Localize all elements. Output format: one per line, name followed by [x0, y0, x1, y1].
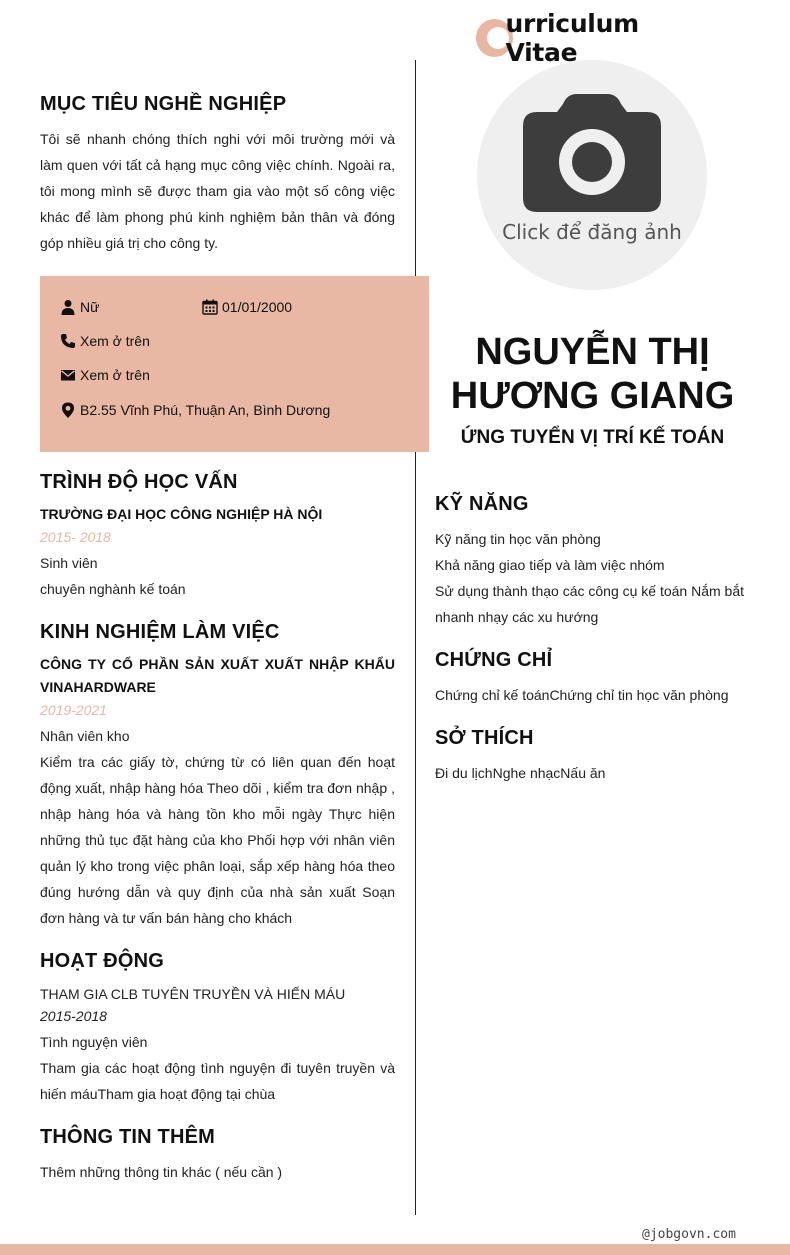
education-period: 2015- 2018 [40, 529, 111, 545]
footer-credit: @jobgovn.com [642, 1227, 736, 1242]
address-value: B2.55 Vĩnh Phú, Thuận An, Bình Dương [80, 402, 331, 418]
certificates-heading: CHỨNG CHỈ [435, 649, 553, 671]
certificates-text: Chứng chỉ kế toánChứng chỉ tin học văn phòng [435, 687, 729, 703]
column-divider [415, 60, 416, 1215]
candidate-name-line2: HƯƠNG GIANG [450, 375, 735, 417]
gender-row [60, 299, 99, 315]
photo-caption: Click để đăng ảnh [502, 220, 682, 244]
birthday-row [202, 299, 292, 315]
experience-period: 2019-2021 [40, 702, 107, 718]
gender-value: Nữ [80, 299, 100, 315]
cv-brand-logo [476, 9, 716, 67]
skill-item: Kỹ năng tin học văn phòng [435, 531, 601, 547]
birthday-value: 01/01/2000 [222, 299, 293, 315]
hobbies-heading: SỞ THÍCH [435, 727, 534, 749]
education-heading: TRÌNH ĐỘ HỌC VẤN [40, 471, 238, 493]
education-role: Sinh viên [40, 555, 98, 571]
objective-text: Tôi sẽ nhanh chóng thích nghi với môi trường mới và làm quen với tất cả hạng mục công việc chính. Ngoài ra, tôi mong mình sẽ được tham gia vào một số công việc khác để làm phong phú kinh nghiệm bản thân và đóng góp nhiều giá trị cho công ty. [40, 131, 395, 251]
envelope-icon [60, 367, 76, 383]
activities-org: THAM GIA CLB TUYÊN TRUYỀN VÀ HIẾN MÁU [40, 986, 346, 1002]
additional-heading: THÔNG TIN THÊM [40, 1126, 216, 1148]
skills-heading: KỸ NĂNG [435, 493, 529, 515]
activities-description: Tham gia các hoạt động tình nguyện đi tuyên truyền và hiến máuTham gia hoạt động tại chùa [40, 1060, 395, 1102]
address-row [60, 401, 330, 419]
experience-role: Nhân viên kho [40, 728, 130, 744]
education-school: TRƯỜNG ĐẠI HỌC CÔNG NGHIỆP HÀ NỘI [40, 506, 323, 522]
activities-heading: HOẠT ĐỘNG [40, 950, 165, 972]
email-value: Xem ở trên [80, 367, 150, 383]
skill-item: Sử dụng thành thạo các công cụ kế toán Nắm bắt nhanh nhạy các xu hướng [435, 583, 745, 625]
phone-icon [60, 333, 76, 349]
hobbies-text: Đi du lịchNghe nhạcNấu ăn [435, 765, 606, 781]
phone-value: Xem ở trên [80, 333, 150, 349]
activities-period: 2015-2018 [40, 1008, 107, 1024]
education-major: chuyên nghành kế toán [40, 581, 186, 597]
email-row [60, 367, 150, 383]
skill-item: Khả năng giao tiếp và làm việc nhóm [435, 557, 665, 573]
experience-heading: KINH NGHIỆM LÀM VIỆC [40, 621, 280, 643]
activities-role: Tình nguyện viên [40, 1034, 148, 1050]
person-icon [60, 299, 76, 315]
contact-box [40, 276, 429, 452]
experience-company-line1: CÔNG TY CỔ PHẦN SẢN XUẤT XUẤT NHẬP KHẨU [40, 656, 395, 672]
additional-text: Thêm những thông tin khác ( nếu cần ) [40, 1164, 283, 1180]
camera-icon [523, 92, 661, 214]
location-pin-icon [60, 401, 76, 419]
phone-row [60, 333, 150, 349]
experience-company-line2: VINAHARDWARE [40, 679, 156, 695]
photo-upload[interactable] [477, 60, 707, 290]
footer-bar [0, 1244, 790, 1255]
applied-position: ỨNG TUYỂN VỊ TRÍ KẾ TOÁN [460, 427, 725, 448]
calendar-icon [202, 299, 218, 315]
objective-heading: MỤC TIÊU NGHỀ NGHIỆP [40, 93, 287, 115]
brand-text: urriculum Vitae [505, 9, 639, 67]
candidate-name-line1: NGUYỄN THỊ [475, 331, 710, 373]
experience-description: Kiểm tra các giấy tờ, chứng từ có liên quan đến hoạt động xuất, nhập hàng hóa Theo dõi , kiểm tra đơn nhập , nhập hàng hóa và hàng tồn kho mỗi ngày Thực hiện những thủ tục đặt hàng của kho Phối hợp với nhân viên quản lý kho trong việc phân loại, sắp xếp hàng hóa theo đúng hướng dẫn và quy định của nhà sản xuất Soạn đơn hàng và tư vấn bán hàng cho khách [40, 754, 395, 926]
